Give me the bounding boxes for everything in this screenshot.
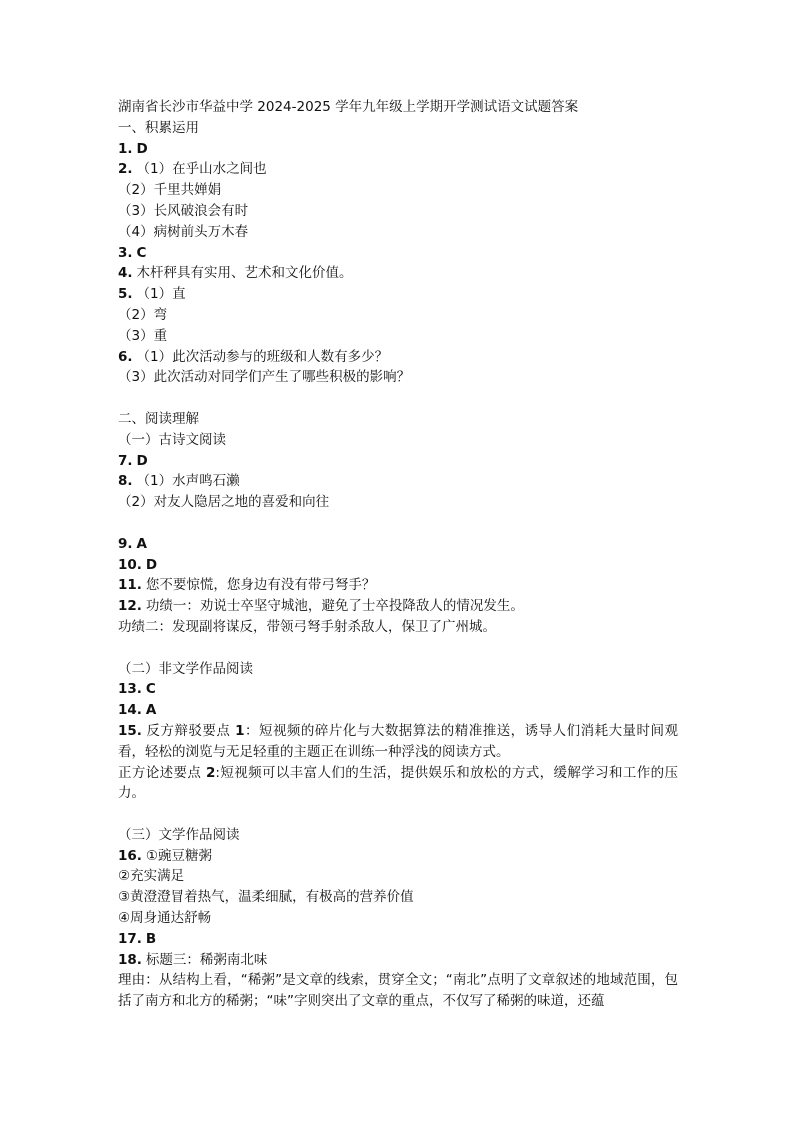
subsection-heading-classical: （一）古诗文阅读 (118, 431, 226, 448)
section-heading-reading: 二、阅读理解 (118, 410, 199, 427)
answer-text: D (136, 452, 148, 469)
answer-q5-item-2: （2）弯 (118, 306, 168, 323)
question-number: 17. (118, 930, 142, 947)
answer-text: ：短视频的碎片化与大数据算法的精准推送，诱导人们消耗大量时间观看，轻松的浏览与无足轻重的主题正在训练一种浮浅的阅读方式。 (118, 722, 679, 760)
answer-text: B (145, 930, 157, 947)
answer-q6-item-1 (118, 347, 678, 368)
answer-q3 (118, 243, 678, 264)
answer-q15-part-2 (118, 763, 678, 805)
answer-q18-line-2: 理由：从结构上看，“稀粥”是文章的线索，贯穿全文；“南北”点明了文章叙述的地域范围，包括了南方和北方的稀粥；“味”字则突出了文章的重点，不仅写了稀粥的味道，还蕴 (118, 972, 678, 1010)
answer-q12-line-2: 功绩二：发现副将谋反，带领弓弩手射杀敌人，保卫了广州城。 (118, 618, 496, 635)
answer-q10 (118, 555, 678, 576)
answer-q8-item-2: （2）对友人隐居之地的喜爱和向往 (118, 494, 330, 511)
spacer (118, 804, 678, 825)
answer-q6-item-2: （3）此次活动对同学们产生了哪些积极的影响？ (118, 369, 411, 386)
answer-text: （1）在乎山水之间也 (136, 161, 267, 178)
answer-q2-item-4: （4）病树前头万木春 (118, 223, 249, 240)
answer-text: 功绩一：劝说士卒坚守城池，避免了士卒投降敌人的情况发生。 (145, 598, 524, 615)
subsection-heading-nonfiction: （二）非文学作品阅读 (118, 660, 253, 677)
question-number: 3. (118, 244, 133, 261)
answer-text: C (145, 681, 156, 698)
section-heading-accumulation: 一、积累运用 (118, 119, 199, 136)
question-number: 9. (118, 535, 133, 552)
question-number: 1. (118, 140, 133, 157)
question-number: 14. (118, 702, 142, 719)
answer-text: :短视频可以丰富人们的生活，提供娱乐和放松的方式，缓解学习和工作的压力。 (118, 764, 679, 802)
question-number: 8. (118, 473, 133, 490)
answer-q8-item-1 (118, 471, 678, 492)
question-number: 12. (118, 598, 142, 615)
answer-q16-item-1 (118, 846, 678, 867)
answer-text: 标题三：稀粥南北味 (145, 951, 268, 968)
question-number: 6. (118, 348, 133, 365)
answer-q16-item-4: ④周身通达舒畅 (118, 910, 212, 927)
answer-q16-item-3: ③黄澄澄冒着热气，温柔细腻，有极高的营养价值 (118, 889, 414, 906)
answer-point-number: 1 (235, 722, 245, 739)
subsection-heading-literature: （三）文学作品阅读 (118, 826, 240, 843)
answer-q2-item-1 (118, 159, 678, 180)
answer-q9 (118, 534, 678, 555)
answer-label: 正方论述要点 (118, 764, 202, 781)
answer-q5-item-3: （3）重 (118, 327, 168, 344)
answer-point-number: 2 (205, 764, 216, 781)
answer-text: ①豌豆糖粥 (145, 847, 213, 864)
answer-text: 木杆秤具有实用、艺术和文化价值。 (136, 265, 353, 282)
answer-text: （1）此次活动参与的班级和人数有多少？ (136, 348, 389, 365)
answer-q1 (118, 139, 678, 160)
answer-q7 (118, 451, 678, 472)
answer-q16-item-2: ②充实满足 (118, 868, 185, 885)
answer-q11 (118, 575, 678, 596)
question-number: 7. (118, 452, 133, 469)
answer-q17 (118, 929, 678, 950)
question-number: 13. (118, 681, 142, 698)
answer-q15-part-1 (118, 721, 678, 763)
answer-text: D (136, 140, 148, 157)
answer-q4 (118, 263, 678, 284)
question-number: 10. (118, 556, 142, 573)
answer-label: 反方辩驳要点 (145, 722, 231, 739)
answer-q13 (118, 679, 678, 700)
answer-text: D (145, 556, 158, 573)
answer-q18-line-1 (118, 950, 678, 971)
spacer (118, 513, 678, 534)
answer-q2-item-2: （2）千里共婵娟 (118, 182, 222, 199)
answer-text: （1）水声鸣石濑 (136, 473, 240, 490)
answer-text: C (136, 244, 147, 261)
spacer (118, 388, 678, 409)
answer-document (118, 97, 678, 1012)
answer-text: A (136, 535, 147, 552)
answer-q5-item-1 (118, 284, 678, 305)
answer-q12-line-1 (118, 596, 678, 617)
question-number: 4. (118, 265, 133, 282)
question-number: 2. (118, 161, 133, 178)
answer-text: 您不要惊慌，您身边有没有带弓弩手？ (145, 577, 376, 594)
question-number: 18. (118, 951, 142, 968)
question-number: 15. (118, 722, 142, 739)
answer-text: A (145, 702, 157, 719)
question-number: 5. (118, 286, 133, 303)
question-number: 11. (118, 577, 142, 594)
question-number: 16. (118, 847, 142, 864)
answer-text: （1）直 (136, 286, 186, 303)
answer-q2-item-3: （3）长风破浪会有时 (118, 202, 249, 219)
document-title: 湖南省长沙市华益中学 2024-2025 学年九年级上学期开学测试语文试题答案 (118, 99, 579, 115)
answer-q14 (118, 700, 678, 721)
spacer (118, 638, 678, 659)
